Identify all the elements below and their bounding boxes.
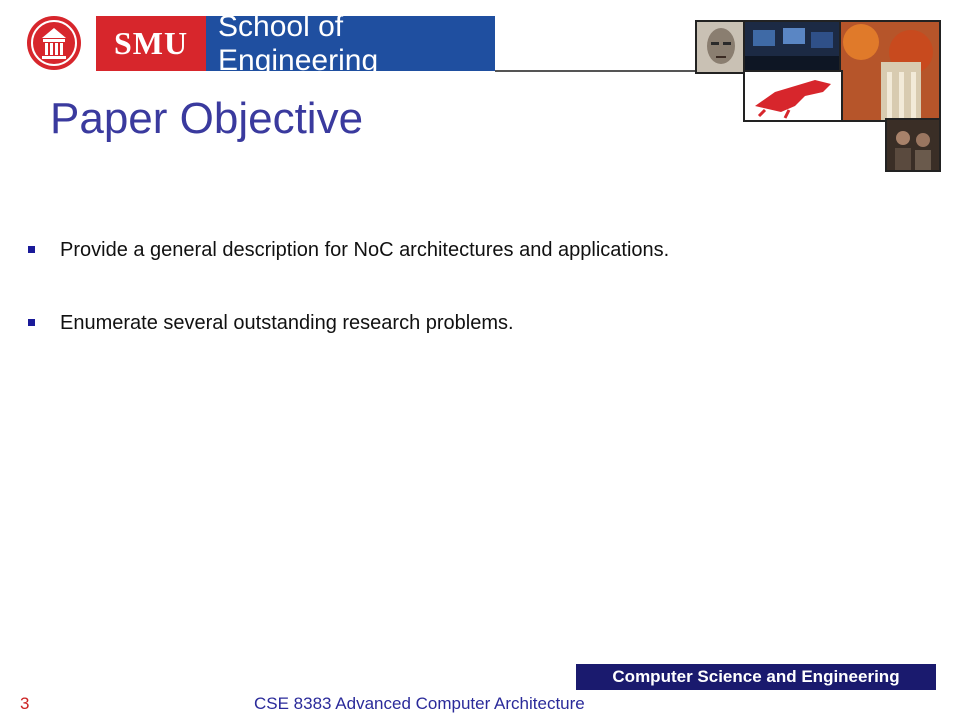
portrait-photo: [695, 20, 747, 74]
computer-lab-photo: [743, 20, 843, 74]
bullet-text: Provide a general description for NoC architectures and applications.: [60, 239, 670, 261]
smu-school-banner: [96, 9, 495, 77]
school-name: School of Engineering: [206, 16, 495, 71]
course-title: CSE 8383 Advanced Computer Architecture: [254, 694, 585, 713]
square-bullet-icon: [28, 246, 35, 253]
mustang-mascot-image: [743, 70, 843, 122]
campus-building-photo: [839, 20, 941, 122]
students-photo: [885, 118, 941, 172]
smu-logo-text: SMU: [113, 25, 189, 61]
bullet-list: [28, 232, 669, 378]
page-number: 3: [20, 694, 30, 713]
header-divider: [495, 70, 695, 72]
smu-seal-logo: [22, 14, 86, 72]
list-item: [28, 305, 669, 341]
list-item: [28, 232, 669, 268]
square-bullet-icon: [28, 319, 35, 326]
bullet-text: Enumerate several outstanding research problems.: [60, 312, 514, 334]
department-banner: Computer Science and Engineering: [576, 664, 936, 690]
slide-title: Paper Objective: [50, 94, 364, 143]
